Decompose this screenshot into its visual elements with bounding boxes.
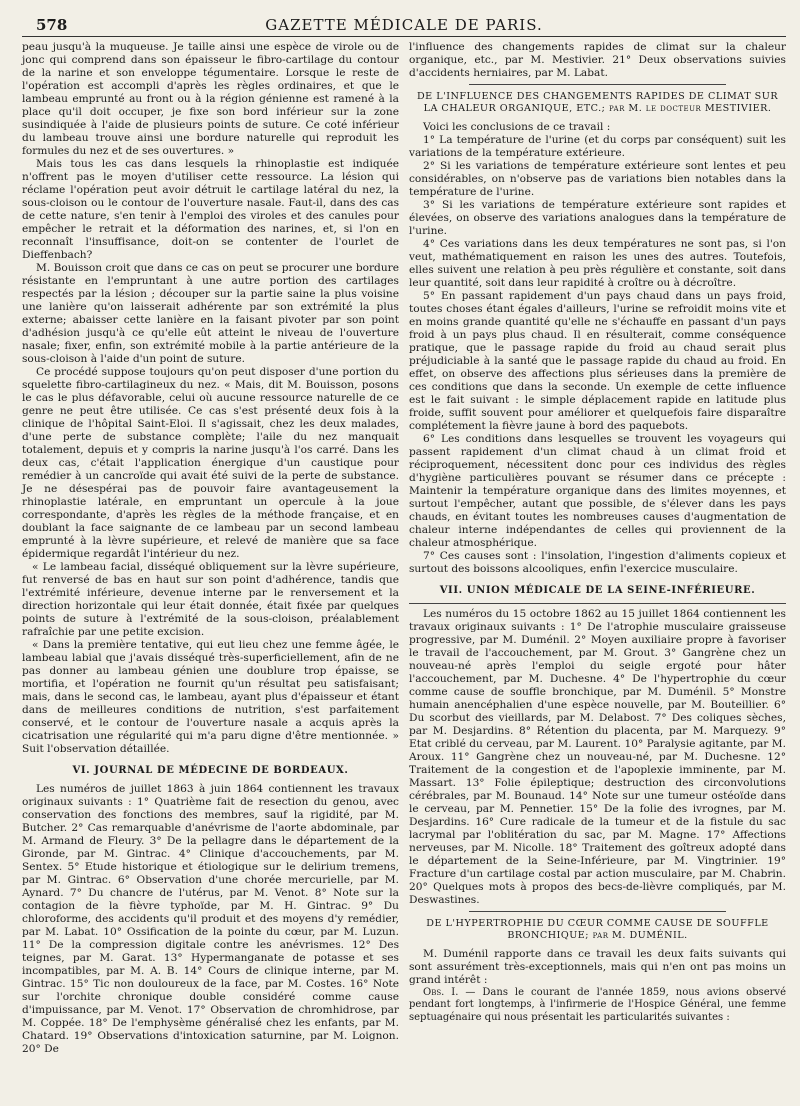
observation-label: Obs. I.: [423, 987, 459, 998]
paragraph: Voici les conclusions de ce travail :: [423, 121, 611, 133]
paragraph: Ce procédé suppose toujours qu'on peut disposer d'une portion du squelette fibro-cartilagineux du nez. « Mais, dit M. Bouisson, posons le cas le plus défavorable, celui où aucune ressource naturelle de ce genre ne peut être utilisée. Ce cas s'est présenté deux fois à la clinique de l'hôpital Saint-Eloi. Il s'agissait, chez les deux malades, d'une perte de substance complète; l'aile du nez manquait totalement, depuis et y compris la narine jusqu'à l'os carré. Dans les deux cas, c'était l'application énergique d'un caustique pour remédier à un cancroïde qui avait été suivi de la perte de substance. Je ne désespérai pas de pouvoir faire avantageusement la rhinoplastie latérale, en empruntant un opercule à la joue correspondante, d'après les règles de la méthode française, et en doublant la face saignante de ce lambeau par un second lambeau emprunté à la lèvre supérieure, et relevé de manière que sa face épidermique regardât l'intérieur du nez.: [22, 366, 399, 560]
page-header: [22, 14, 786, 37]
journal-title: GAZETTE MÉDICALE DE PARIS.: [265, 16, 543, 34]
paragraph: peau jusqu'à la muqueuse. Je taille ainsi une espèce de virole ou de jonc qui comprend dans son épaisseur le fibro-cartilage du contour de la narine et son enveloppe tégumentaire. Lorsque le reste de l'opération est accompli d'après les règles ordinaires, et que le lambeau emprunté au front ou à la région génienne est ramené à la place qu'il doit occuper, je fixe son bord inférieur sur la zone susindiquée à l'aide de plusieurs points de suture. Ce coté inférieur du lambeau trouve ainsi une bordure naturelle qui reproduit les formules du nez et de ses ouvertures. »: [22, 41, 399, 157]
section-heading-vi: VI. JOURNAL DE MÉDECINE DE BORDEAUX.: [72, 765, 349, 776]
section-heading-vii: VII. UNION MÉDICALE DE LA SEINE-INFÉRIEURE.: [439, 585, 756, 596]
paragraph: 4° Ces variations dans les deux températures ne sont pas, si l'on veut, mathématiquement en raison les unes des autres. Toutefois, elles suivent une relation à peu près régulière et constante, soit dans leur quantité, soit dans leur rapidité à croître ou à décroître.: [409, 238, 786, 289]
article-heading: DE L'HYPERTROPHIE DU CŒUR COMME CAUSE DE SOUFFLE BRONCHIQUE; par M. DUMÉNIL.: [426, 918, 769, 941]
right-column: [409, 41, 786, 1056]
paragraph: « Dans la première tentative, qui eut lieu chez une femme âgée, le lambeau labial que j'avais disséqué très-superficiellement, afin de ne pas donner au lambeau génien une doublure trop épaisse, se mortifia, et l'opération ne fournit qu'un résultat peu satisfaisant; mais, dans le second cas, le lambeau, ayant plus d'épaisseur et étant dans de meilleures conditions de nutrition, s'est parfaitement conservé, et le contour de l'ouverture nasale a acquis après la cicatrisation une régularité qui m'a paru digne d'être mentionnée. » Suit l'observation détaillée.: [22, 639, 399, 755]
paragraph: Les numéros du 15 octobre 1862 au 15 juillet 1864 contiennent les travaux originaux suivants : 1° De l'atrophie musculaire graisseuse progressive, par M. Duménil. 2° Moyen auxiliaire propre à favoriser le travail de l'accouchement, par M. Grout. 3° Gangrène chez un nouveau-né après l'emploi du seigle ergoté pour hâter l'accouchement, par M. Duchesne. 4° De l'hypertrophie du cœur comme cause de souffle bronchique, par M. Duménil. 5° Monstre humain anencéphalien d'une espèce nouvelle, par M. Bouteillier. 6° Du scorbut des vieillards, par M. Delabost. 7° Des coliques sèches, par M. Desjardins. 8° Rétention du placenta, par M. Marquezy. 9° Etat criblé du cerveau, par M. Laurent. 10° Paralysie agitante, par M. Aroux. 11° Gangrène chez un nouveau-né, par M. Duchesne. 12° Traitement de la congestion et de l'apoplexie imminente, par M. Massart. 13° Folie épileptique; destruction des circonvolutions cérébrales, par M. Bounaud. 14° Note sur une tumeur ostéoïde dans le cerveau, par M. Pennetier. 15° De la folie des ivrognes, par M. Desjardins. 16° Cure radicale de la tumeur et de la fistule du sac lacrymal par l'oblitération du sac, par M. Magne. 17° Affections nerveuses, par M. Nicolle. 18° Traitement des goîtreux adopté dans le département de la Seine-Inférieure, par M. Vingtrinier. 19° Fracture d'un cartilage costal par action musculaire, par M. Chabrin. 20° Quelques mots à propos des becs-de-lièvre compliqués, par M. Deswastines.: [409, 608, 786, 906]
paragraph: M. Duménil rapporte dans ce travail les deux faits suivants qui sont assurément très-exceptionnels, mais qui n'en ont pas moins un grand intérêt :: [409, 948, 786, 986]
paragraph: 3° Si les variations de température extérieure sont rapides et élevées, on observe des variations analogues dans la température de l'urine.: [409, 199, 786, 237]
paragraph: 6° Les conditions dans lesquelles se trouvent les voyageurs qui passent rapidement d'un climat chaud à un climat froid et réciproquement, nécessitent donc pour ces individus des règles d'hygiène particulières pouvant se résumer dans ce précepte : Maintenir la température organique dans des limites moyennes, et surtout l'empêcher, autant que possible, de s'élever dans les pays chauds, en évitant toutes les nombreuses causes d'augmentation de chaleur interne indépendantes de celles qui proviennent de la chaleur atmosphérique.: [409, 433, 786, 549]
paragraph: « Le lambeau facial, disséqué obliquement sur la lèvre supérieure, fut renversé de bas en haut sur son point d'adhérence, tandis que l'extrémité inférieure, devenue interne par le renversement et la direction horizontale qui leur était donnée, était fixée par quelques points de suture à l'extrémité de la sous-cloison, préalablement rafraîchie par une petite excision.: [22, 561, 399, 638]
paragraph: Mais tous les cas dans lesquels la rhinoplastie est indiquée n'offrent pas le moyen d'utiliser cette ressource. La lésion qui réclame l'opération peut avoir détruit le cartilage latéral du nez, la sous-cloison ou le contour de l'ouverture nasale. Faut-il, dans des cas de cette nature, s'en tenir à l'emploi des viroles et des canules pour empêcher le retrait et la déformation des narines, et, si l'on en reconnaît l'insuffisance, doit-on se contenter de l'ourlet de Dieffenbach?: [22, 158, 399, 261]
paragraph: l'influence des changements rapides de climat sur la chaleur organique, etc., par M. Mestivier. 21° Deux observations suivies d'accidents herniaires, par M. Labat.: [409, 41, 786, 79]
paragraph: M. Bouisson croit que dans ce cas on peut se procurer une bordure résistante en l'empruntant à une autre portion des cartilages respectés par la lésion ; découper sur la partie saine la plus voisine une lanière qu'on laisserait adhérente par son extrémité la plus externe; abaisser cette lanière en la faisant pivoter par son point d'adhésion jusqu'à ce qu'elle eût atteint le niveau de l'ouverture nasale; fixer, enfin, son extrémité mobile à la partie antérieure de la sous-cloison à l'aide d'un point de suture.: [22, 262, 399, 365]
paragraph: 2° Si les variations de température extérieure sont lentes et peu considérables, on n'observe pas de variations bien notables dans la température de l'urine.: [409, 160, 786, 198]
article-heading: DE L'INFLUENCE DES CHANGEMENTS RAPIDES DE CLIMAT SUR LA CHALEUR ORGANIQUE, ETC.; par M. le docteur MESTIVIER.: [416, 91, 779, 114]
observation-paragraph: [409, 987, 786, 1024]
observation-text: — Dans le courant de l'année 1859, nous avions observé pendant fort longtemps, à l'infirmerie de l'Hospice Général, une femme septuagénaire qui nous présentait les particularités suivantes :: [409, 987, 786, 1023]
divider: [469, 911, 726, 912]
divider: [469, 84, 726, 85]
columns: [22, 41, 786, 1056]
paragraph: 5° En passant rapidement d'un pays chaud dans un pays froid, toutes choses étant égales d'ailleurs, l'urine se refroidit moins vite et en moins grande quantité qu'elle ne s'échauffe en passant d'un pays froid à un pays plus chaud. Il en résulterait, comme conséquence pratique, que le passage rapide du froid au chaud serait plus préjudiciable à la santé que le passage rapide du chaud au froid. En effet, on observe des affections plus sérieuses dans la première de ces conditions que dans la seconde. Un exemple de cette influence est le fait suivant : le simple déplacement rapide en latitude plus froide, suffit souvent pour améliorer et quelquefois faire disparaître complétement la fièvre jaune à bord des paquebots.: [409, 290, 786, 432]
paragraph: 1° La température de l'urine (et du corps par conséquent) suit les variations de la température extérieure.: [409, 134, 786, 159]
divider: [409, 603, 786, 604]
paragraph: 7° Ces causes sont : l'insolation, l'ingestion d'aliments copieux et surtout des boissons alcooliques, enfin l'exercice musculaire.: [409, 550, 786, 575]
page-number: 578: [36, 16, 68, 34]
left-column: [22, 41, 399, 1056]
paragraph: Les numéros de juillet 1863 à juin 1864 contiennent les travaux originaux suivants : 1° Quatrième fait de resection du genou, avec conservation des fonctions des membres, sauf la rigidité, par M. Butcher. 2° Cas remarquable d'anévrisme de l'aorte abdominale, par M. Armand de Fleury. 3° De la pellagre dans le département de la Gironde, par M. Gintrac. 4° Clinique d'accouchements, par M. Sentex. 5° Etude historique et étiologique sur le delirium tremens, par M. Gintrac. 6° Observation d'une chorée mercurielle, par M. Aynard. 7° Du chancre de l'utérus, par M. Venot. 8° Note sur la contagion de la fièvre typhoïde, par M. H. Gintrac. 9° Du chloroforme, des accidents qu'il produit et des moyens d'y remédier, par M. Labat. 10° Ossification de la pointe du cœur, par M. Luzun. 11° De la compression digitale contre les anévrismes. 12° Des teignes, par M. Garat. 13° Hypermanganate de potasse et ses incompatibles, par M. A. B. 14° Cours de clinique interne, par M. Gintrac. 15° Tic non douloureux de la face, par M. Costes. 16° Note sur l'orchite chronique double considéré comme cause d'impuissance, par M. Venot. 17° Observation de chromhidrose, par M. Coppée. 18° De l'emphysème généralisé chez les enfants, par M. Chatard. 19° Observations d'intoxication saturnine, par M. Loignon. 20° De: [22, 783, 399, 1055]
